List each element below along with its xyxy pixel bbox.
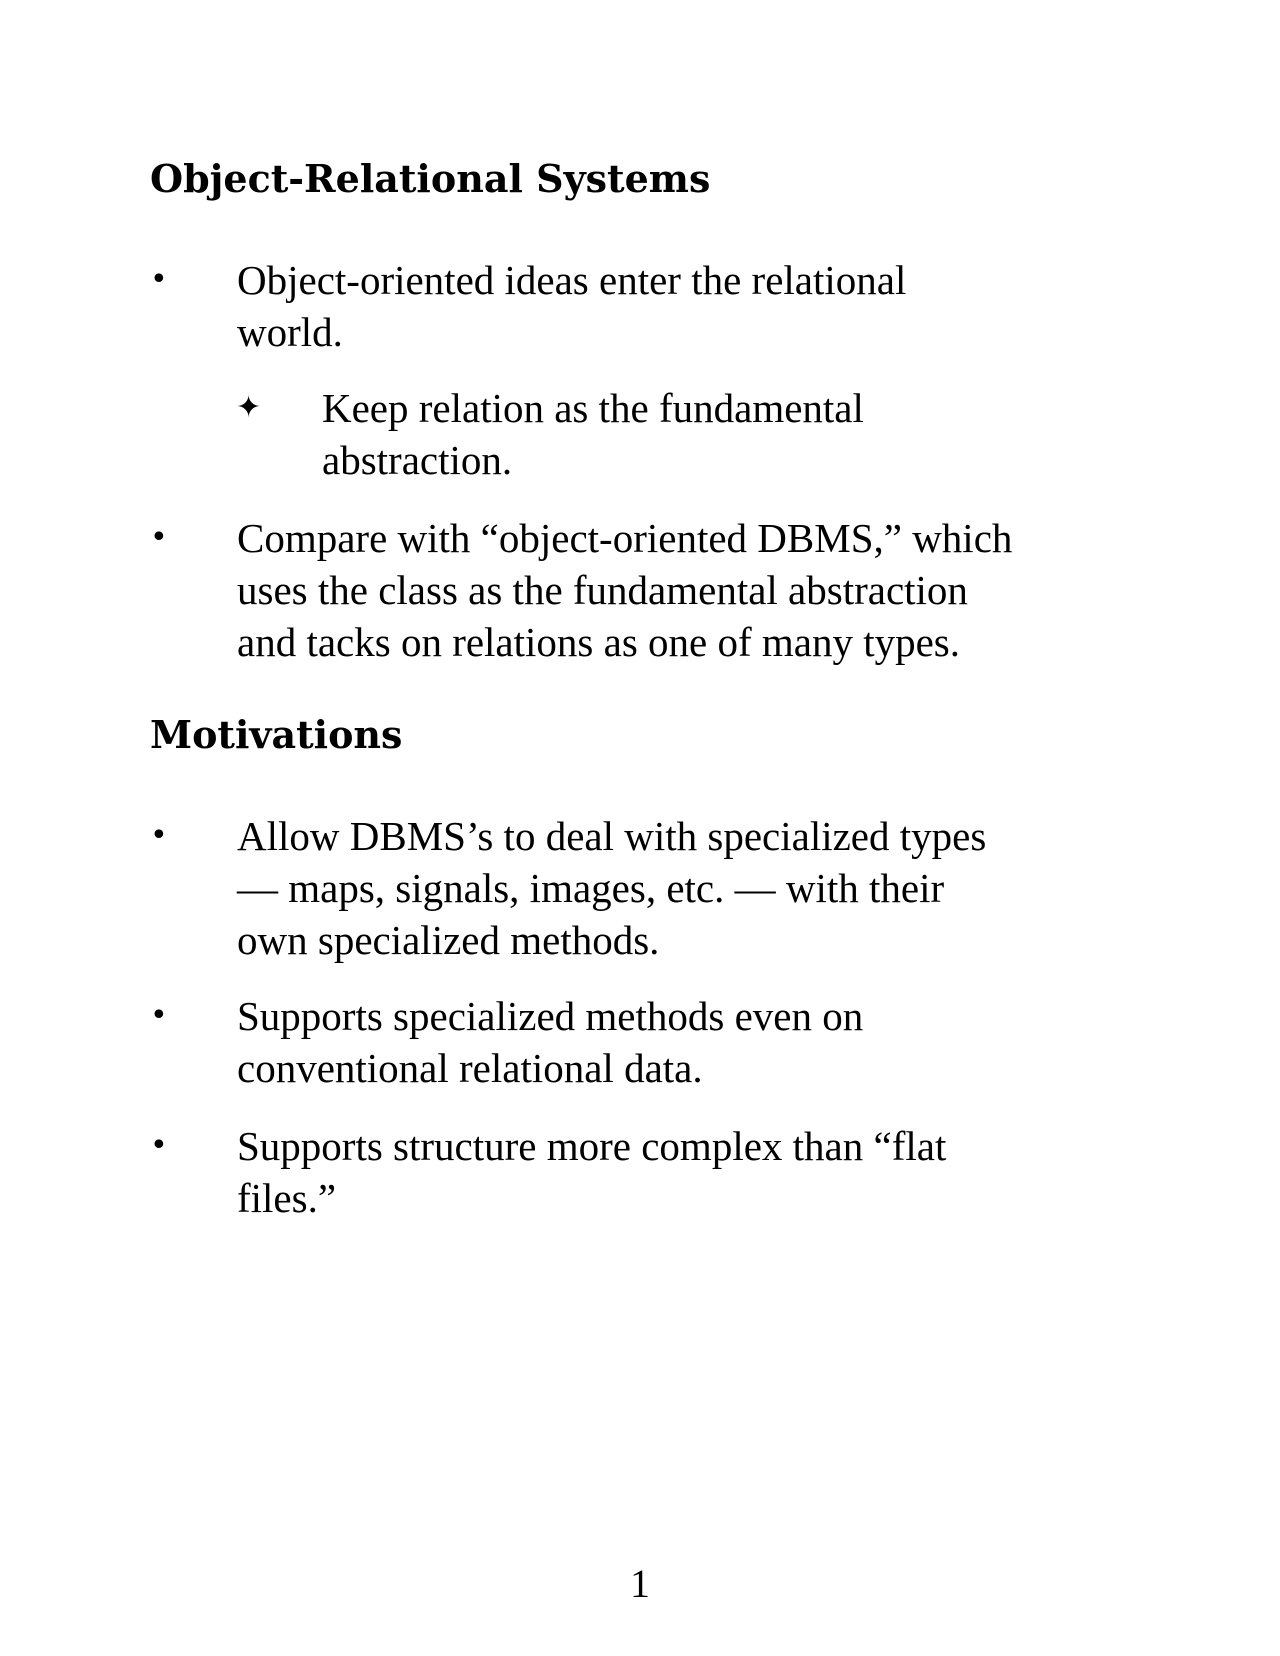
- sub-list-item-line: abstraction.: [322, 437, 513, 483]
- list-item-line: Supports structure more complex than “flat: [237, 1123, 947, 1169]
- list-item: [237, 254, 1137, 358]
- page-number: 1: [630, 1561, 650, 1606]
- list-item-line: own specialized methods.: [237, 917, 660, 963]
- bullet-point: •: [150, 818, 168, 853]
- list-item: [237, 512, 1137, 668]
- list-item-line: conventional relational data.: [237, 1045, 703, 1091]
- list-item-line: Compare with “object-oriented DBMS,” which: [237, 515, 1013, 561]
- list-item: [237, 1120, 1137, 1224]
- bullet-point: •: [150, 262, 168, 297]
- section-title-object-relational: Object-Relational Systems: [150, 156, 711, 201]
- list-item-line: Object-oriented ideas enter the relational: [237, 257, 907, 303]
- bullet-point: •: [150, 1128, 168, 1163]
- section-title-motivations: Motivations: [150, 712, 403, 757]
- bullet-point: •: [150, 998, 168, 1033]
- sub-list-item: [322, 382, 1082, 486]
- list-item: [237, 990, 1137, 1094]
- list-item-line: uses the class as the fundamental abstraction: [237, 567, 968, 613]
- list-item-line: world.: [237, 309, 343, 355]
- list-item-line: Allow DBMS’s to deal with specialized types: [237, 813, 987, 859]
- list-item-line: and tacks on relations as one of many types.: [237, 619, 961, 665]
- bullet-point: •: [150, 520, 168, 555]
- list-item-line: — maps, signals, images, etc. — with their: [237, 865, 945, 911]
- list-item: [237, 810, 1137, 966]
- sub-list-item-line: Keep relation as the fundamental: [322, 385, 864, 431]
- star-bullet-icon: ✦: [236, 390, 262, 425]
- list-item-line: files.”: [237, 1175, 337, 1221]
- list-item-line: Supports specialized methods even on: [237, 993, 864, 1039]
